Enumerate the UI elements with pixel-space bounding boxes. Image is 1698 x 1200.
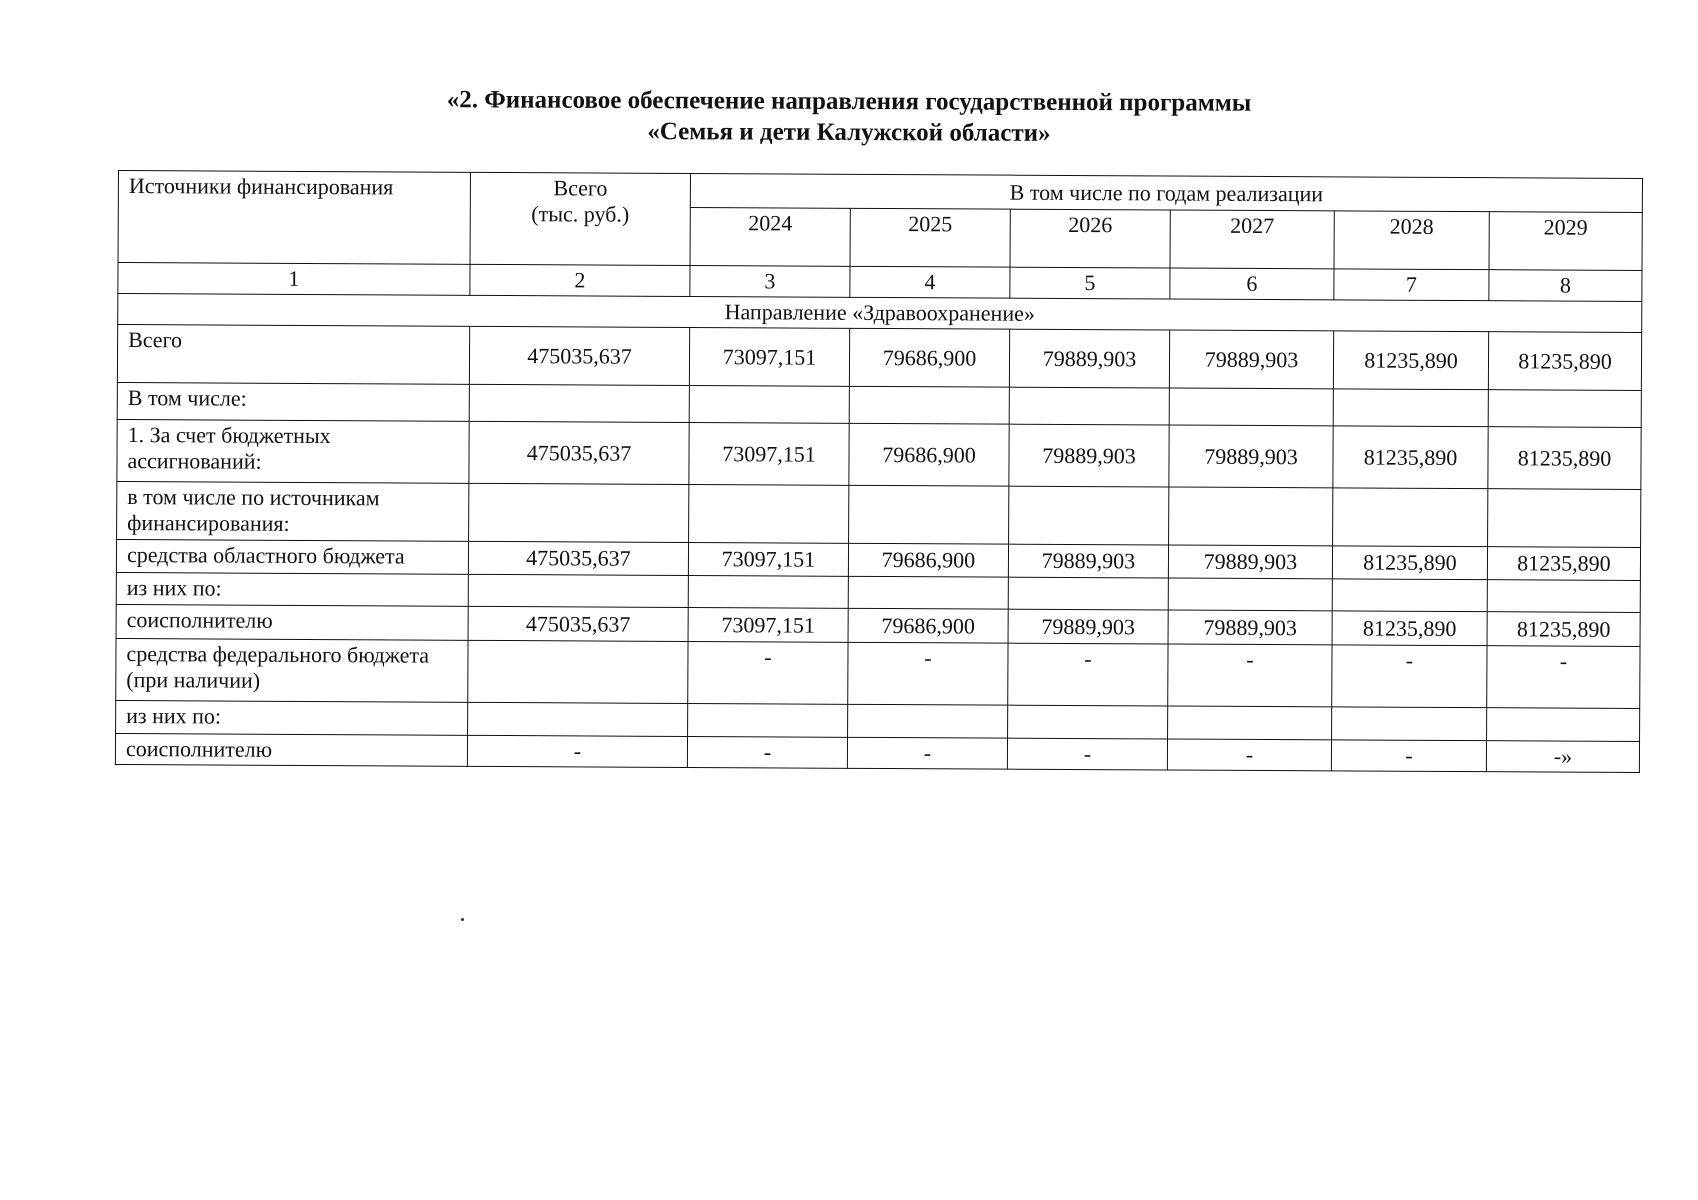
value-cell: - bbox=[1008, 643, 1168, 706]
column-number: 2 bbox=[470, 264, 690, 296]
value-cell bbox=[1487, 580, 1640, 613]
row-label: В том числе: bbox=[117, 382, 469, 421]
value-cell bbox=[1169, 388, 1333, 426]
table-row bbox=[117, 419, 1641, 489]
value-cell bbox=[1488, 489, 1641, 548]
header-year: 2024 bbox=[690, 207, 850, 266]
value-cell bbox=[1333, 488, 1488, 547]
value-cell: - bbox=[1331, 740, 1486, 772]
value-cell bbox=[849, 485, 1009, 544]
value-cell: 73097,151 bbox=[688, 607, 848, 642]
value-cell: 73097,151 bbox=[689, 422, 849, 485]
value-cell bbox=[849, 386, 1009, 424]
value-cell: - bbox=[847, 737, 1007, 769]
value-cell: 79686,900 bbox=[849, 423, 1009, 486]
row-label: из них по: bbox=[116, 572, 468, 606]
value-cell bbox=[468, 640, 688, 703]
value-cell: - bbox=[687, 736, 847, 768]
table-row bbox=[117, 481, 1641, 547]
value-cell bbox=[468, 702, 688, 736]
value-cell: 79889,903 bbox=[1169, 330, 1333, 389]
value-cell bbox=[688, 575, 848, 608]
value-cell bbox=[1488, 390, 1641, 428]
value-cell: 79889,903 bbox=[1008, 544, 1168, 578]
table-row bbox=[115, 733, 1639, 772]
row-label: в том числе по источникам финансирования: bbox=[117, 481, 469, 541]
value-cell: 81235,890 bbox=[1333, 426, 1488, 489]
table-row bbox=[116, 638, 1640, 708]
header-sources: Источники финансирования bbox=[118, 171, 470, 265]
value-cell: 81235,890 bbox=[1487, 612, 1640, 647]
value-cell: 79889,903 bbox=[1008, 609, 1168, 644]
row-label: 1. За счет бюджетных ассигнований: bbox=[117, 419, 469, 483]
value-cell: 81235,890 bbox=[1488, 427, 1641, 490]
value-cell: - bbox=[467, 735, 687, 767]
header-total-unit: (тыс. руб.) bbox=[531, 201, 630, 227]
header-year: 2025 bbox=[850, 208, 1010, 267]
financing-table bbox=[115, 170, 1643, 773]
value-cell bbox=[1008, 705, 1168, 739]
value-cell: 81235,890 bbox=[1332, 546, 1487, 580]
column-number: 4 bbox=[850, 266, 1010, 298]
value-cell: -» bbox=[1486, 741, 1639, 773]
value-cell: 81235,890 bbox=[1333, 331, 1488, 390]
value-cell bbox=[688, 703, 848, 737]
header-year: 2028 bbox=[1334, 211, 1489, 270]
header-row-1 bbox=[118, 171, 1642, 213]
value-cell bbox=[1333, 389, 1488, 427]
row-label: Всего bbox=[117, 325, 469, 385]
value-cell: 79889,903 bbox=[1009, 329, 1169, 388]
row-label: соисполнителю bbox=[116, 604, 468, 640]
value-cell bbox=[469, 384, 689, 422]
value-cell: 79686,900 bbox=[848, 608, 1008, 643]
value-cell: - bbox=[1168, 644, 1332, 707]
title-line-1: «2. Финансовое обеспечение направления государственной программы bbox=[446, 86, 1252, 117]
column-number: 7 bbox=[1334, 269, 1489, 301]
value-cell bbox=[1332, 579, 1487, 612]
value-cell bbox=[848, 704, 1008, 738]
value-cell: 79889,903 bbox=[1169, 425, 1333, 488]
header-by-years: В том числе по годам реализации bbox=[690, 173, 1642, 212]
document-title bbox=[0, 82, 1698, 151]
value-cell bbox=[1008, 577, 1168, 610]
value-cell bbox=[469, 483, 689, 542]
value-cell: 73097,151 bbox=[688, 542, 848, 576]
value-cell: - bbox=[688, 641, 848, 704]
value-cell: 79889,903 bbox=[1168, 610, 1332, 645]
row-label: средства федерального бюджета (при наличии) bbox=[116, 638, 468, 702]
table-row bbox=[117, 325, 1641, 391]
value-cell: - bbox=[1332, 645, 1487, 708]
header-year: 2029 bbox=[1489, 212, 1642, 271]
value-cell bbox=[1169, 487, 1333, 546]
value-cell: 475035,637 bbox=[468, 606, 688, 641]
value-cell bbox=[848, 576, 1008, 609]
value-cell: 81235,890 bbox=[1488, 332, 1641, 391]
value-cell: - bbox=[848, 642, 1008, 705]
value-cell bbox=[1487, 708, 1640, 742]
row-label: соисполнителю bbox=[115, 733, 467, 766]
value-cell bbox=[1168, 578, 1332, 611]
value-cell bbox=[689, 484, 849, 543]
value-cell: 79686,900 bbox=[849, 328, 1009, 387]
section-title: Направление «Здравоохранение» bbox=[118, 294, 1642, 333]
value-cell: 475035,637 bbox=[469, 421, 689, 484]
row-label: средства областного бюджета bbox=[116, 539, 468, 574]
header-total bbox=[470, 172, 690, 265]
value-cell: 79686,900 bbox=[848, 543, 1008, 577]
value-cell bbox=[1009, 387, 1169, 425]
column-number: 3 bbox=[690, 265, 850, 297]
column-number: 1 bbox=[118, 263, 470, 296]
value-cell bbox=[1168, 706, 1332, 740]
value-cell bbox=[1009, 486, 1169, 545]
header-total-label: Всего bbox=[553, 175, 608, 201]
value-cell: 81235,890 bbox=[1332, 611, 1487, 646]
value-cell: 81235,890 bbox=[1487, 547, 1640, 581]
value-cell: 73097,151 bbox=[689, 327, 849, 386]
value-cell: 475035,637 bbox=[468, 541, 688, 575]
column-number: 5 bbox=[1010, 267, 1170, 299]
value-cell: - bbox=[1167, 739, 1331, 771]
header-year: 2026 bbox=[1010, 209, 1170, 268]
row-label: из них по: bbox=[116, 700, 468, 735]
scan-speck bbox=[461, 918, 464, 921]
header-year: 2027 bbox=[1170, 210, 1334, 269]
column-number: 8 bbox=[1489, 270, 1642, 302]
value-cell: 79889,903 bbox=[1168, 545, 1332, 579]
title-line-2: «Семья и дети Калужской области» bbox=[647, 118, 1051, 147]
value-cell: - bbox=[1487, 646, 1640, 709]
value-cell bbox=[1332, 707, 1487, 741]
value-cell: 475035,637 bbox=[469, 326, 689, 385]
value-cell bbox=[468, 574, 688, 607]
value-cell bbox=[689, 385, 849, 423]
financing-table-container bbox=[115, 170, 1643, 773]
column-number: 6 bbox=[1170, 268, 1334, 300]
value-cell: - bbox=[1007, 738, 1167, 770]
value-cell: 79889,903 bbox=[1009, 424, 1169, 487]
